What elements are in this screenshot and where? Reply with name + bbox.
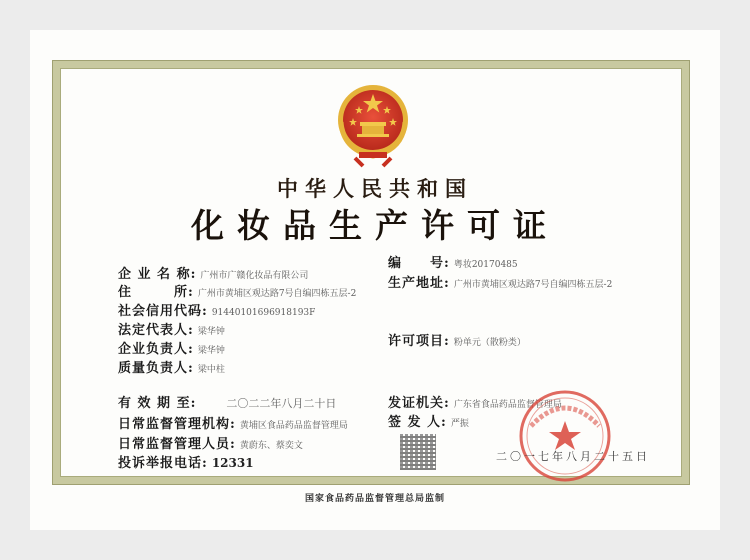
footer-supervisor: 国家食品药品监督管理总局监制 [304, 494, 445, 504]
field-credit-code [118, 300, 315, 319]
field-label: 生产地址: [388, 276, 450, 291]
field-legal-rep [118, 319, 225, 338]
field-quality-head [118, 357, 225, 376]
field-value: 广州市广赣化妆品有限公司 [200, 271, 309, 281]
field-value: 广州市黄埔区观达路7号自编四栋五层-2 [453, 280, 613, 290]
field-license-number [388, 252, 518, 271]
field-valid-until [118, 392, 336, 411]
certificate-title: 化妆品生产许可证 [191, 206, 559, 245]
field-enterprise-head [118, 338, 225, 357]
official-seal-icon [515, 386, 615, 486]
country-heading: 中华人民共和国 [277, 176, 473, 201]
field-value: 二〇二二年八月二十日 [226, 397, 337, 410]
field-supervising-agency [118, 413, 348, 432]
field-value: 严振 [450, 419, 469, 429]
field-label: 许可项目: [388, 334, 450, 349]
issue-date: 二〇一七年八月二十五日 [496, 450, 650, 463]
field-value: 91440101696918193F [211, 308, 316, 318]
field-value: 黄埔区食品药品监督管理局 [239, 421, 348, 431]
field-signatory [388, 411, 469, 430]
field-label: 社会信用代码: [118, 304, 208, 319]
field-value: 广东省食品药品监督管理局 [453, 400, 562, 410]
field-label: 有 效 期 至: [118, 396, 197, 411]
qr-code[interactable] [400, 434, 436, 470]
field-label: 法定代表人: [118, 323, 194, 338]
field-value: 梁华钟 [197, 327, 225, 337]
field-complaint-hotline [118, 452, 254, 471]
national-emblem-icon [333, 82, 413, 168]
field-label: 签 发 人: [388, 415, 447, 430]
field-label: 企业负责人: [118, 342, 194, 357]
field-label: 投诉举报电话: [118, 456, 208, 471]
field-value: 黄蔚东、蔡奕文 [239, 441, 303, 451]
field-address [118, 281, 356, 300]
field-value: 梁华钟 [197, 346, 225, 356]
field-label: 编 号: [388, 256, 450, 271]
field-company-name [118, 263, 308, 282]
field-value: 梁中柱 [197, 365, 225, 375]
field-label: 企 业 名 称: [118, 267, 197, 282]
field-label: 发证机关: [388, 396, 450, 411]
field-value: 粤妆20170485 [453, 260, 518, 270]
field-label: 日常监督管理人员: [118, 437, 236, 452]
field-production-address [388, 272, 612, 291]
field-supervising-staff [118, 433, 303, 452]
field-label: 质量负责人: [118, 361, 194, 376]
field-license-items [388, 330, 526, 349]
field-value: 12331 [211, 456, 254, 470]
field-value: 粉单元（散粉类） [453, 338, 526, 348]
field-label: 日常监督管理机构: [118, 417, 236, 432]
field-label: 住 所: [118, 285, 194, 300]
field-value: 广州市黄埔区观达路7号自编四栋五层-2 [197, 289, 357, 299]
